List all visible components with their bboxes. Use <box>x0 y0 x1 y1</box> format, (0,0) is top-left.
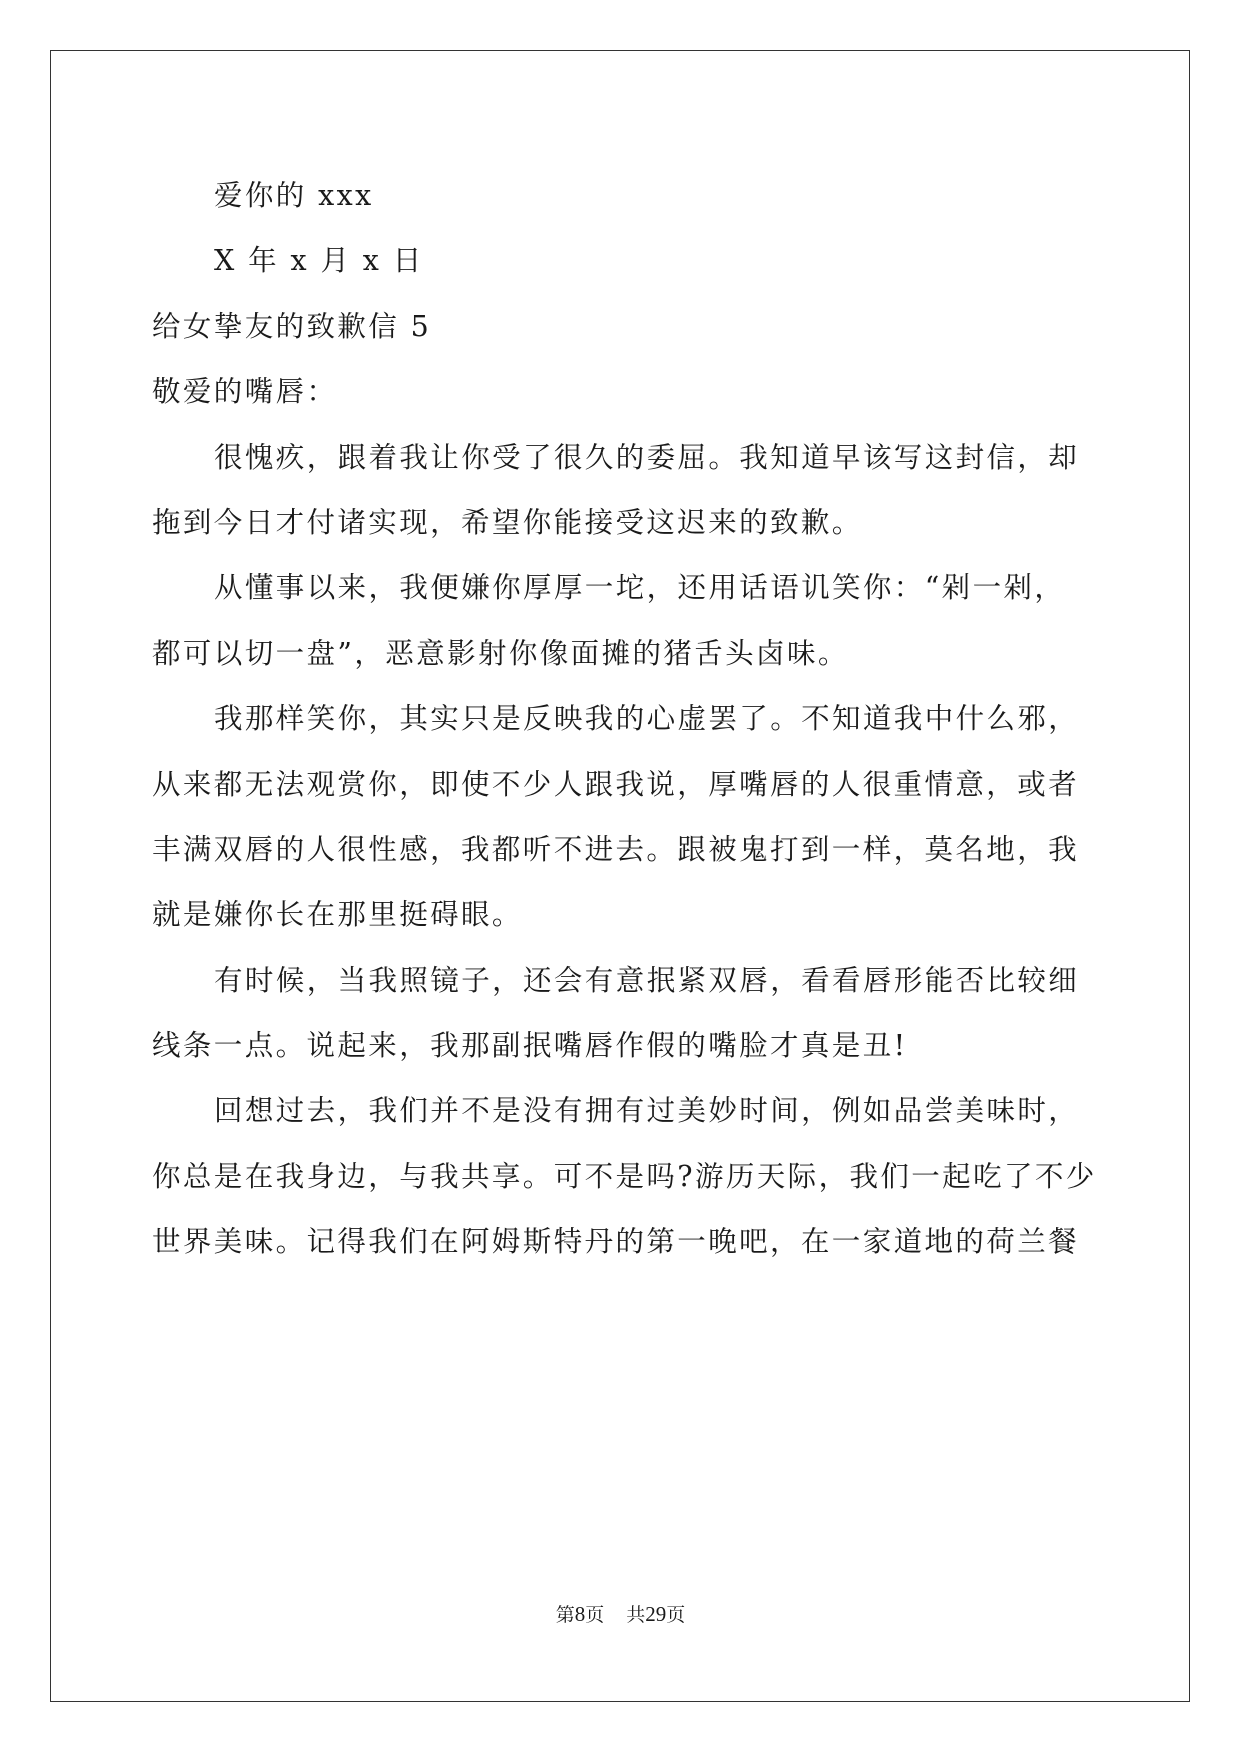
date-line: X 年 x 月 x 日 <box>214 244 424 278</box>
footer-total-prefix: 共 <box>626 1604 646 1626</box>
paragraph-line: 你总是在我身边，与我共享。可不是吗?游历天际，我们一起吃了不少 <box>152 1159 1097 1193</box>
paragraph-line: 从懂事以来，我便嫌你厚厚一坨，还用话语讥笑你：“剁一剁， <box>214 571 1066 605</box>
current-page-number: 8 <box>574 1602 586 1626</box>
paragraph-line: 丰满双唇的人很性感，我都听不进去。跟被鬼打到一样，莫名地，我 <box>152 832 1080 866</box>
letter-body <box>152 163 1097 1275</box>
paragraph-line: 很愧疚，跟着我让你受了很久的委屈。我知道早该写这封信，却 <box>214 440 1080 474</box>
footer-page-word: 页 <box>585 1604 605 1626</box>
total-page-count: 29 <box>645 1602 667 1626</box>
page-footer <box>0 1600 1241 1627</box>
footer-prefix: 第 <box>555 1604 575 1626</box>
paragraph-line: 拖到今日才付诸实现，希望你能接受这迟来的致歉。 <box>152 505 863 539</box>
paragraph-line: 都可以切一盘”，恶意影射你像面摊的猪舌头卤味。 <box>152 636 849 670</box>
paragraph-line: 从来都无法观赏你，即使不少人跟我说，厚嘴唇的人很重情意，或者 <box>152 767 1080 801</box>
signature-line: 爱你的 xxx <box>214 179 374 212</box>
paragraph-line: 回想过去，我们并不是没有拥有过美妙时间，例如品尝美味时， <box>214 1094 1080 1128</box>
letter-title: 给女挚友的致歉信 5 <box>152 309 432 343</box>
salutation: 敬爱的嘴唇： <box>152 375 338 409</box>
paragraph-line: 有时候，当我照镜子，还会有意抿紧双唇，看看唇形能否比较细 <box>214 963 1080 997</box>
paragraph-line: 世界美味。记得我们在阿姆斯特丹的第一晚吧，在一家道地的荷兰餐 <box>152 1225 1080 1259</box>
footer-total-suffix: 页 <box>666 1604 686 1626</box>
paragraph-line: 线条一点。说起来，我那副抿嘴唇作假的嘴脸才真是丑! <box>152 1029 908 1063</box>
paragraph-line: 我那样笑你，其实只是反映我的心虚罢了。不知道我中什么邪， <box>214 702 1080 736</box>
paragraph-line: 就是嫌你长在那里挺碍眼。 <box>152 898 523 932</box>
